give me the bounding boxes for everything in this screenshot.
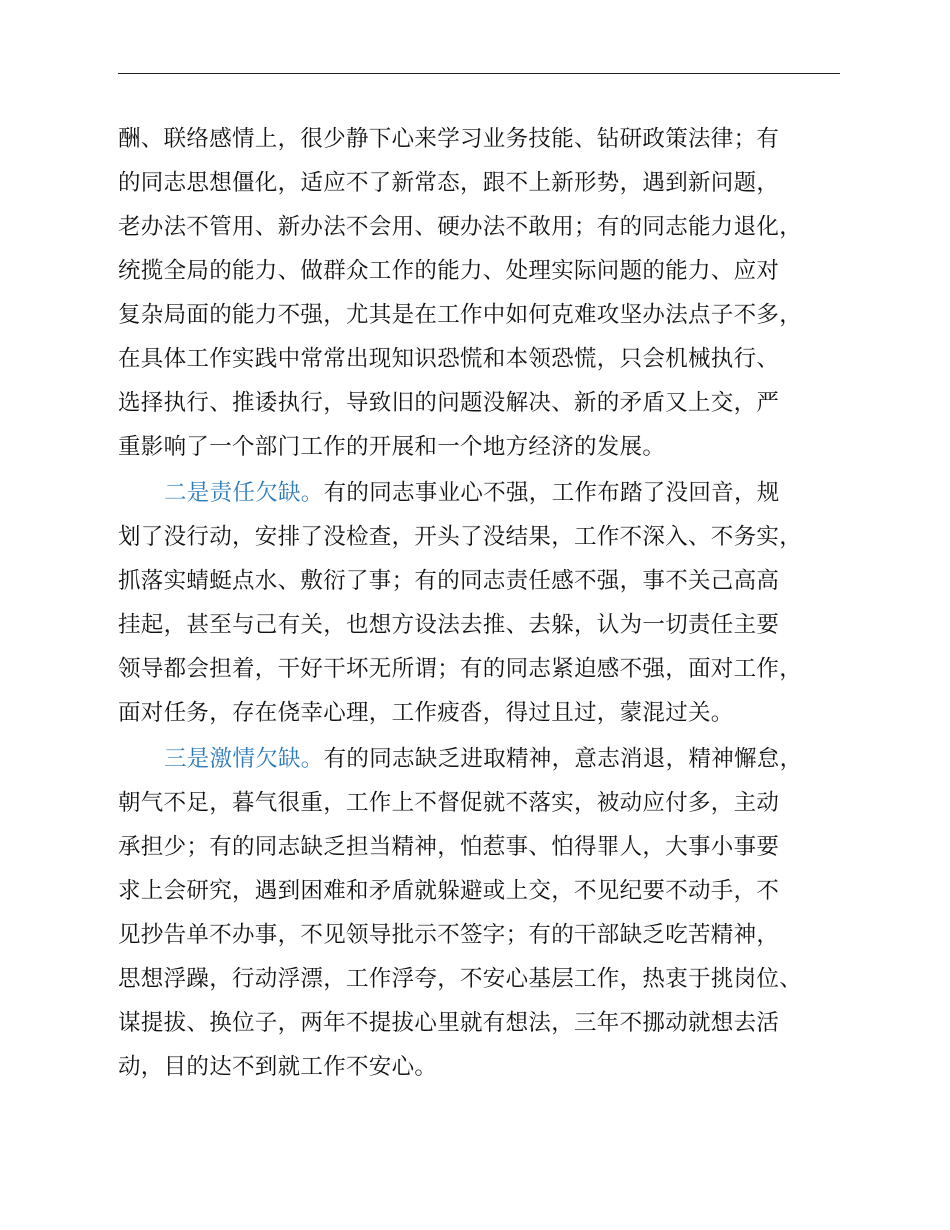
text-line: 复杂局面的能力不强，尤其是在工作中如何克难攻坚办法点子不多，	[118, 302, 803, 328]
paragraph-2	[118, 471, 858, 735]
text-line: 统揽全局的能力、做群众工作的能力、处理实际问题的能力、应对	[118, 258, 780, 284]
text-run: 有的同志事业心不强，工作布踏了没回音，规	[323, 480, 780, 506]
text-line: 朝气不足，暮气很重，工作上不督促就不落实，被动应付多，主动	[118, 790, 780, 816]
text-line: 挂起，甚至与己有关，也想方设法去推、去躲，认为一切责任主要	[118, 612, 780, 638]
text-run: 有的同志缺乏进取精神，意志消退，精神懈怠，	[323, 746, 803, 772]
text-line: 的同志思想僵化，适应不了新常态，跟不上新形势，遇到新问题，	[118, 170, 780, 196]
text-line: 见抄告单不办事，不见领导批示不签字；有的干部缺乏吃苦精神，	[118, 922, 780, 948]
text-line: 求上会研究，遇到困难和矛盾就躲避或上交，不见纪要不动手，不	[118, 878, 780, 904]
paragraph-first-line	[118, 471, 858, 515]
text-line: 重影响了一个部门工作的开展和一个地方经济的发展。	[118, 434, 666, 460]
text-line: 划了没行动，安排了没检查，开头了没结果，工作不深入、不务实，	[118, 524, 803, 550]
text-line: 抓落实蜻蜓点水、敷衍了事；有的同志责任感不强，事不关己高高	[118, 568, 780, 594]
paragraph-first-line	[118, 737, 858, 781]
text-line: 谋提拔、换位子，两年不提拔心里就有想法，三年不挪动就想去活	[118, 1010, 780, 1036]
header-rule	[118, 73, 840, 74]
text-line: 领导都会担着，干好干坏无所谓；有的同志紧迫感不强，面对工作，	[118, 656, 803, 682]
section-heading-responsibility: 二是责任欠缺。	[164, 480, 324, 506]
text-line: 思想浮躁，行动浮漂，工作浮夸，不安心基层工作，热衷于挑岗位、	[118, 966, 803, 992]
document-body	[118, 117, 858, 1089]
text-line: 选择执行、推诿执行，导致旧的问题没解决、新的矛盾又上交，严	[118, 390, 780, 416]
text-line: 在具体工作实践中常常出现知识恐慌和本领恐慌，只会机械执行、	[118, 346, 780, 372]
text-line: 面对任务，存在侥幸心理，工作疲沓，得过且过，蒙混过关。	[118, 700, 734, 726]
text-line: 老办法不管用、新办法不会用、硬办法不敢用；有的同志能力退化，	[118, 214, 803, 240]
paragraph-3	[118, 737, 858, 1089]
text-line: 动，目的达不到就工作不安心。	[118, 1054, 438, 1080]
section-heading-passion: 三是激情欠缺。	[164, 746, 324, 772]
paragraph-1	[118, 117, 858, 469]
text-line: 承担少；有的同志缺乏担当精神，怕惹事、怕得罪人，大事小事要	[118, 834, 780, 860]
text-line: 酬、联络感情上，很少静下心来学习业务技能、钻研政策法律；有	[118, 126, 780, 152]
